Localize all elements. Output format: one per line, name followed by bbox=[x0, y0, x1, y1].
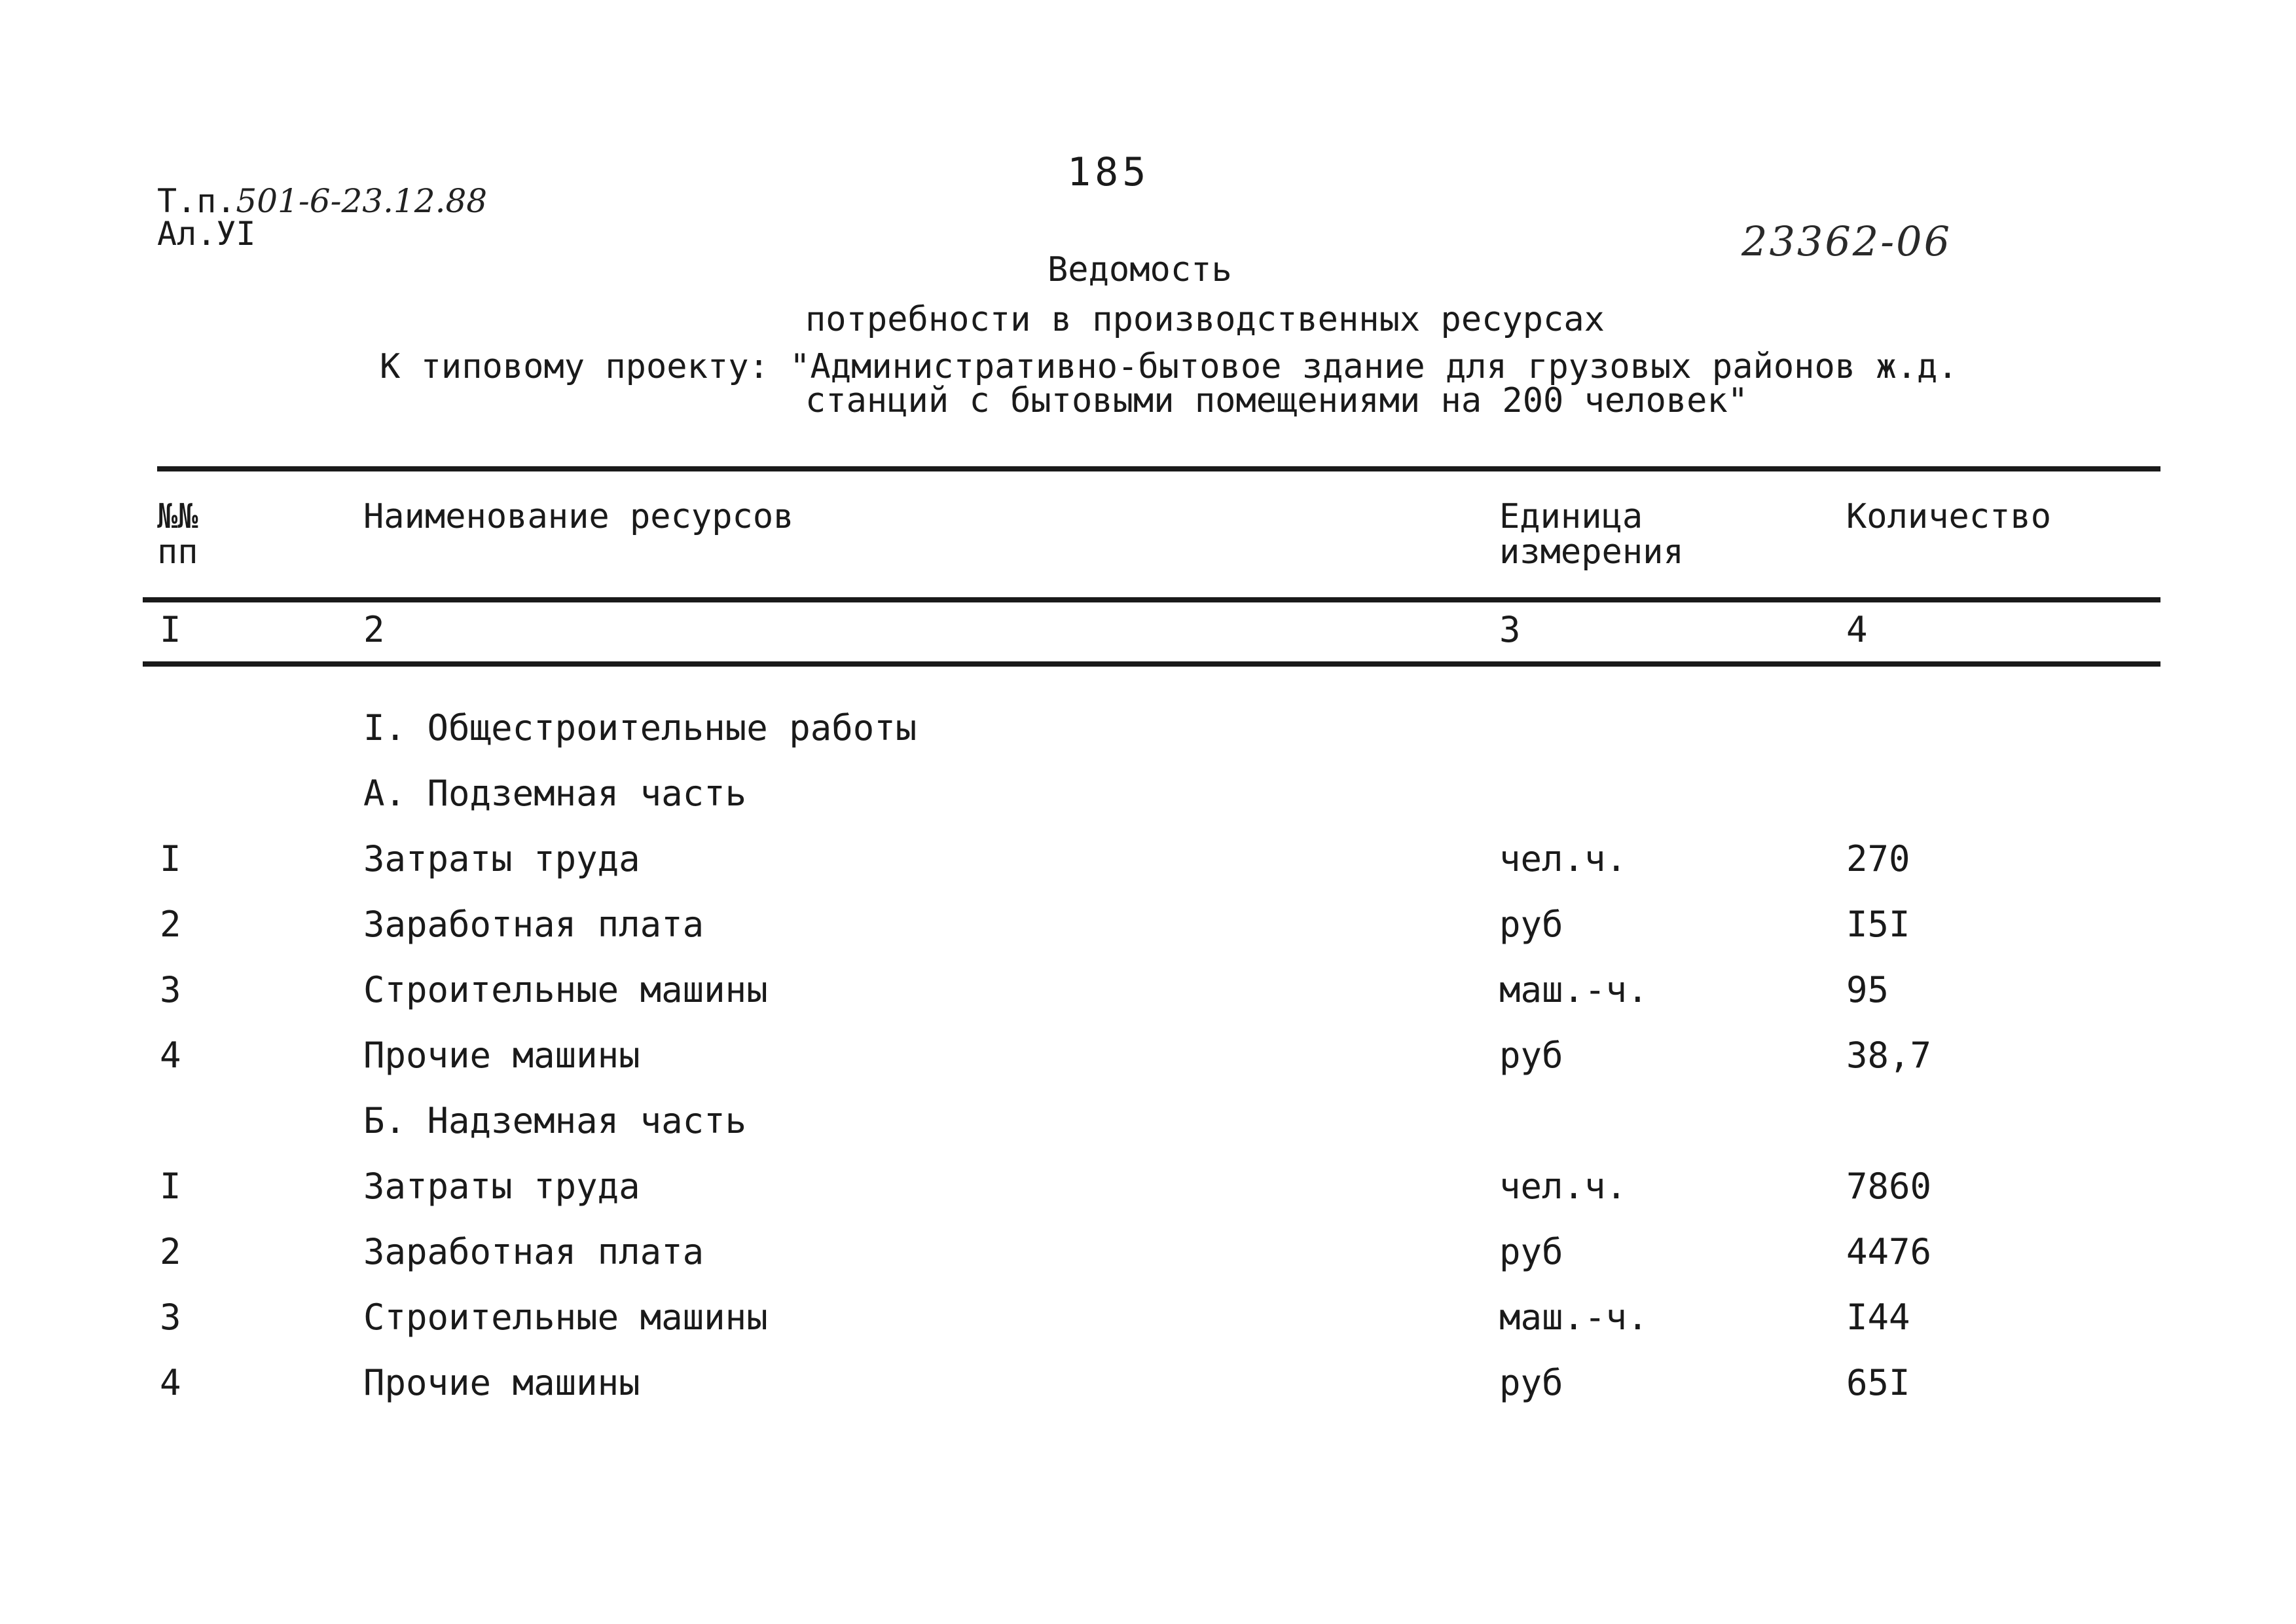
row-name: Прочие машины bbox=[363, 1035, 640, 1076]
row-unit: маш.-ч. bbox=[1499, 969, 1649, 1010]
document-title: Ведомость bbox=[1048, 250, 1232, 289]
row-name: Заработная плата bbox=[363, 904, 704, 945]
row-name: Затраты труда bbox=[363, 838, 640, 879]
row-quantity: I44 bbox=[1846, 1297, 1910, 1338]
header-bottom-rule bbox=[143, 597, 2160, 602]
reference-prefix: Т.п. bbox=[157, 182, 236, 220]
project-title-line2: станций с бытовыми помещениями на 200 человек" bbox=[805, 381, 1749, 420]
row-quantity: I5I bbox=[1846, 904, 1910, 945]
row-quantity: 7860 bbox=[1846, 1166, 1932, 1207]
column-number-1: I bbox=[160, 609, 181, 650]
row-quantity: 270 bbox=[1846, 838, 1910, 879]
header-number: №№ пп bbox=[157, 497, 198, 572]
row-unit: маш.-ч. bbox=[1499, 1297, 1649, 1338]
row-number: 4 bbox=[160, 1362, 181, 1403]
row-number: 2 bbox=[160, 1231, 181, 1272]
section-title: I. Общестроительные работы bbox=[363, 707, 917, 748]
row-unit: руб bbox=[1499, 1362, 1563, 1403]
row-unit: руб bbox=[1499, 1231, 1563, 1272]
row-number: 3 bbox=[160, 969, 181, 1010]
row-unit: руб bbox=[1499, 904, 1563, 945]
row-unit: чел.ч. bbox=[1499, 1166, 1628, 1207]
header-name: Наименование ресурсов bbox=[363, 497, 794, 536]
row-quantity: 95 bbox=[1846, 969, 1889, 1010]
column-numbers-rule bbox=[143, 661, 2160, 667]
archive-number: 23362-06 bbox=[1741, 217, 1952, 265]
row-name: Затраты труда bbox=[363, 1166, 640, 1207]
row-name: Прочие машины bbox=[363, 1362, 640, 1403]
row-name: Строительные машины bbox=[363, 1297, 768, 1338]
table-top-rule bbox=[157, 466, 2160, 471]
row-unit: чел.ч. bbox=[1499, 838, 1628, 879]
row-quantity: 38,7 bbox=[1846, 1035, 1932, 1076]
column-number-3: 3 bbox=[1499, 609, 1521, 650]
row-number: I bbox=[160, 838, 181, 879]
project-reference bbox=[157, 182, 488, 220]
row-quantity: 65I bbox=[1846, 1362, 1910, 1403]
row-unit: руб bbox=[1499, 1035, 1563, 1076]
album-label: Ал.УI bbox=[157, 215, 256, 253]
row-number: 2 bbox=[160, 904, 181, 945]
row-name: Строительные машины bbox=[363, 969, 768, 1010]
row-quantity: 4476 bbox=[1846, 1231, 1932, 1272]
column-number-4: 4 bbox=[1846, 609, 1868, 650]
subsection-title: Б. Надземная часть bbox=[363, 1100, 747, 1141]
document-subtitle: потребности в производственных ресурсах bbox=[805, 300, 1605, 339]
row-number: 3 bbox=[160, 1297, 181, 1338]
row-number: I bbox=[160, 1166, 181, 1207]
page-number: 185 bbox=[1067, 149, 1150, 195]
row-name: Заработная плата bbox=[363, 1231, 704, 1272]
header-unit: Единица измерения bbox=[1499, 497, 1684, 572]
project-title-line1: К типовому проекту: "Административно-бытовое здание для грузовых районов ж.д. bbox=[380, 347, 1958, 386]
subsection-title: А. Подземная часть bbox=[363, 773, 747, 814]
header-quantity: Количество bbox=[1846, 497, 2052, 536]
project-code: 501-6-23.12.88 bbox=[236, 182, 488, 220]
row-number: 4 bbox=[160, 1035, 181, 1076]
column-number-2: 2 bbox=[363, 609, 385, 650]
